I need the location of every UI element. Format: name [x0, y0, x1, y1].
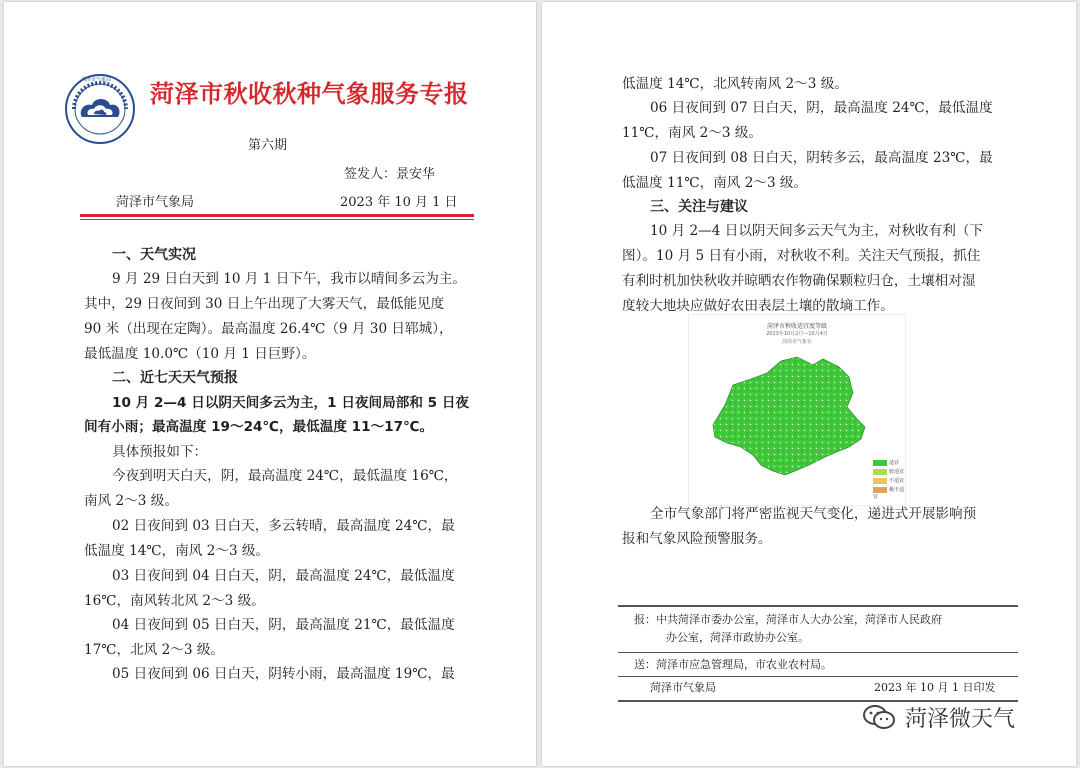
paragraph-line: 度较大地块应做好农田表层土壤的散墒工作。: [622, 298, 894, 314]
map-issuer: 菏泽市气象台: [781, 339, 812, 345]
forecast-line: 17℃，北风 2～3 级。: [84, 642, 225, 658]
legend-swatch: [873, 478, 887, 484]
footer-rule: [618, 605, 1018, 607]
seal-text: 菏泽市气象局: [81, 77, 112, 83]
forecast-line: 06 日夜间到 07 日白天，阴，最高温度 24℃，最低温度: [650, 100, 993, 116]
map-subtitle: 2023年10月2日—10月4日: [766, 331, 828, 337]
forecast-line: 今夜到明天白天，阴，最高温度 24℃，最低温度 16℃，: [112, 468, 458, 484]
issuing-agency: 菏泽市气象局: [116, 195, 195, 210]
map-legend-item: 较适宜: [873, 468, 904, 475]
section-heading-forecast: 二、近七天天气预报: [112, 370, 238, 386]
legend-swatch: [873, 487, 887, 493]
document-page-right: [542, 2, 1076, 766]
wechat-icon: [862, 704, 896, 730]
report-to-line: 报：中共菏泽市委办公室，菏泽市人大办公室，菏泽市人民政府: [634, 613, 942, 626]
forecast-line: 11℃，南风 2～3 级。: [622, 125, 763, 141]
report-title: 菏泽市秋收秋种气象服务专报: [150, 80, 469, 108]
footer-print-date: 2023 年 10 月 1 日印发: [874, 681, 996, 694]
map-legend-item: 不适宜: [873, 477, 904, 484]
watermark-text: 菏泽微天气: [905, 707, 1016, 732]
footer-rule: [618, 676, 1018, 677]
footer-rule: [618, 652, 1018, 653]
map-title: 菏泽市秋收适宜度等级: [766, 323, 827, 330]
forecast-line: 07 日夜间到 08 日白天，阴转多云，最高温度 23℃，最: [650, 150, 993, 166]
legend-swatch: [873, 469, 887, 475]
forecast-line: 南风 2～3 级。: [84, 493, 178, 509]
harvest-suitability-map: [688, 314, 906, 506]
map-legend-item: 极不适宜: [873, 487, 905, 500]
closing-line: 报和气象风险预警服务。: [622, 531, 772, 547]
paragraph-line: 其中，29 日夜间到 30 日上午出现了大雾天气，最低能见度: [84, 296, 445, 312]
forecast-line: 低温度 11℃，南风 2～3 级。: [622, 175, 808, 191]
paragraph-line: 10 月 2—4 日以阴天间多云天气为主，对秋收有利（下: [650, 223, 984, 239]
forecast-line: 低温度 14℃，南风 2～3 级。: [84, 543, 270, 559]
closing-line: 全市气象部门将严密监视天气变化，递进式开展影响预: [650, 506, 977, 522]
forecast-line: 05 日夜间到 06 日白天，阴转小雨，最高温度 19℃，最: [112, 666, 455, 682]
forecast-line: 16℃，南风转北风 2～3 级。: [84, 593, 265, 609]
paragraph-line: 图）。10 月 5 日有小雨，对秋收不利。关注天气预报，抓住: [622, 248, 981, 264]
forecast-line: 04 日夜间到 05 日白天，阴，最高温度 21℃，最低温度: [112, 617, 455, 633]
forecast-summary-line: 间有小雨；最高温度 19～24℃，最低温度 11～17℃。: [84, 419, 434, 435]
document-page-left: [4, 2, 536, 766]
legend-swatch: [873, 460, 887, 466]
paragraph-line: 有利时机加快秋收并晾晒农作物确保颗粒归仓，土壤相对湿: [622, 273, 976, 289]
paragraph-line: 9 月 29 日白天到 10 月 1 日下午，我市以晴间多云为主。: [112, 271, 467, 287]
red-divider-thin: [80, 219, 474, 220]
section-heading-weather-actual: 一、天气实况: [112, 247, 196, 263]
forecast-line: 03 日夜间到 04 日白天，阴，最高温度 24℃，最低温度: [112, 568, 455, 584]
forecast-summary-line: 10 月 2—4 日以阴天间多云为主，1 日夜间局部和 5 日夜: [112, 395, 470, 411]
signer: 签发人：景安华: [344, 167, 436, 182]
meteorological-seal-icon: [64, 73, 136, 145]
paragraph-line: 最低温度 10.0℃（10 月 1 日巨野）。: [84, 346, 316, 362]
paragraph-line: 90 米（出现在定陶）。最高温度 26.4℃（9 月 30 日郓城），: [84, 321, 453, 337]
issue-number: 第六期: [248, 138, 288, 153]
report-to-line: 办公室，菏泽市政协办公室。: [666, 631, 809, 644]
forecast-intro: 具体预报如下：: [112, 444, 208, 460]
section-heading-advice: 三、关注与建议: [650, 199, 748, 215]
red-divider: [80, 214, 474, 217]
forecast-line: 低温度 14℃，北风转南风 2～3 级。: [622, 76, 848, 92]
send-to-line: 送：菏泽市应急管理局，市农业农村局。: [634, 658, 832, 671]
forecast-line: 02 日夜间到 03 日白天，多云转晴，最高温度 24℃，最: [112, 518, 455, 534]
issue-date: 2023 年 10 月 1 日: [340, 195, 458, 210]
footer-issuer: 菏泽市气象局: [650, 681, 716, 694]
map-legend-item: 适宜: [873, 459, 899, 466]
